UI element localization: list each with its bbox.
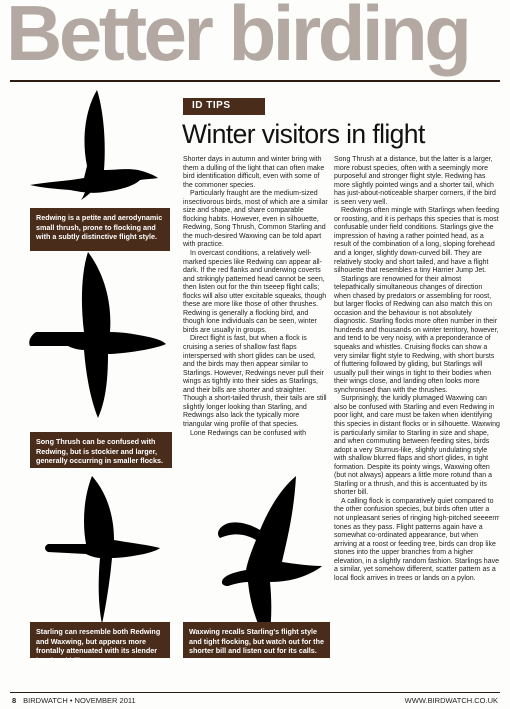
paragraph: In overcast conditions, a relatively well-marked species like Redwing can appear all-dark. If the red flanks and underwing coverts and strikingly patterned head cannot be seen, then listen out for the thin tseeep flight calls; flocks will also utter excitable squeaks, though these are more like those of other thrushes. Redwing is generally a flocking bird, and though lone individuals can be seen, winter birds are usually in groups. [183,250,327,334]
page-number: 8 [12,696,17,705]
paragraph: Lone Redwings can be confused with [190,429,306,437]
paragraph: Song Thrush at a distance, but the latter is a larger, more robust species, often with a seemingly more purposeful and stronger flight style. Redwing has more slightly pointed wings and a shorter tail, which has just-about-noticeable sharper corners, if the bird is seen very well. [334,156,496,206]
paragraph: Direct flight is fast, but when a flock is cruising a series of shallow fast flaps interspersed with short glides can be used, and the birds may then appear similar to Starlings. However, Redwings never pull their wings as tightly into their sides as Starlings, and their bills are shorter and straighter. Though a short-tailed thrush, their tails are still slightly longer looking than Starling, and Redwings also lack the typically more triangular wing profile of that species. [183,335,327,428]
song-thrush-silhouette-image [28,250,168,420]
paragraph: Starlings are renowned for their almost telepathically simultaneous changes of direction when chased by predators or assembling for roost, but larger flocks of Redwing can also match this on occasion and the behaviour is not absolutely diagnostic. Starling flocks more often number in their hundreds and thousands on winter territory, however, and tend to be very noisy, with a preponderance of squeaks and whistles. Cruising flocks can show a very similar flight style to Redwing, with short bursts of fluttering followed by gliding, but Starlings will usually pull their wings in tight to their bodies when their wings close, and landing often looks more synchronised than with the thrushes. [334,275,499,394]
masthead-title: Better birding [6,0,469,77]
footer-divider [10,692,500,693]
caption-waxwing: Waxwing recalls Starling's flight style and tight flocking, but watch out for the shorter bill and listen out for its calls. [183,622,330,658]
starling-silhouette-image [40,474,160,644]
section-tag: ID TIPS [183,98,265,115]
redwing-silhouette-image [24,82,162,200]
paragraph: A calling flock is comparatively quiet compared to the other confusion species, but birds often utter a not unpleasant series of ringing high-pitched seeeerrr tones as they pass. Flight patterns again have a somewhat co-ordinated appearance, but when arriving at a roost or feeding tree, birds can drop like stones into the upper branches from a higher elevation, in a slightly random fashion. Starlings have a similar, yet somehow different, scatter pattern as a local flock arrives in trees or lands on a pylon. [334,497,500,582]
paragraph: Surprisingly, the luridly plumaged Waxwing can also be confused with Starling and even Redwing in poor light, and care must be taken when identifying this species in distant flocks or in silhouette. Waxwing is particularly similar to Starling in size and shape, and when commuting between feeding sites, birds adopt a very Sturnus-like, slightly undulating style with shallow blurred flaps and short glides, in tight formation. Despite its pointy wings, Waxwing often (but not always) appears a little more rotund than a Starling or a thrush, and this is accentuated by its shorter bill. [334,395,500,497]
caption-starling: Starling can resemble both Redwing and Waxwing, but appears more frontally attenuated with its slender head and bill. [30,622,170,658]
article-column-2 [334,156,500,583]
caption-redwing: Redwing is a petite and aerodynamic small thrush, prone to flocking and with a subtly distinctive flight style. [30,208,170,251]
caption-song-thrush: Song Thrush can be confused with Redwing, but is stockier and larger, generally occurring in smaller flocks. [30,432,172,468]
paragraph: Shorter days in autumn and winter bring with them a dulling of the light that can often make bird identification difficult, even with some of the commoner species. [183,156,325,189]
article-headline: Winter visitors in flight [182,119,425,149]
waxwing-silhouette-image [190,474,326,646]
article-column-1 [183,156,329,438]
issue-label: BIRDWATCH • NOVEMBER 2011 [23,696,136,705]
paragraph: Redwings often mingle with Starlings when feeding or roosting, and it is perhaps this species that is most confusable under field conditions. Starlings give the impression of having a rather pointed head, as a result of the combination of a long, sloping forehead and a longer, slightly down-curved bill. They are relatively stocky and short tailed, and have a flight silhouette that resembles a tiny Harrier Jump Jet. [334,207,499,275]
footer-url[interactable]: WWW.BIRDWATCH.CO.UK [404,696,498,705]
footer-issue [12,696,136,705]
paragraph: Particularly fraught are the medium-sized insectivorous birds, most of which are a similar size and shape, and share comparable flocking habits. However, even in silhouette, Redwing, Song Thrush, Common Starling and the much-desired Waxwing can be told apart with practice. [183,190,328,249]
